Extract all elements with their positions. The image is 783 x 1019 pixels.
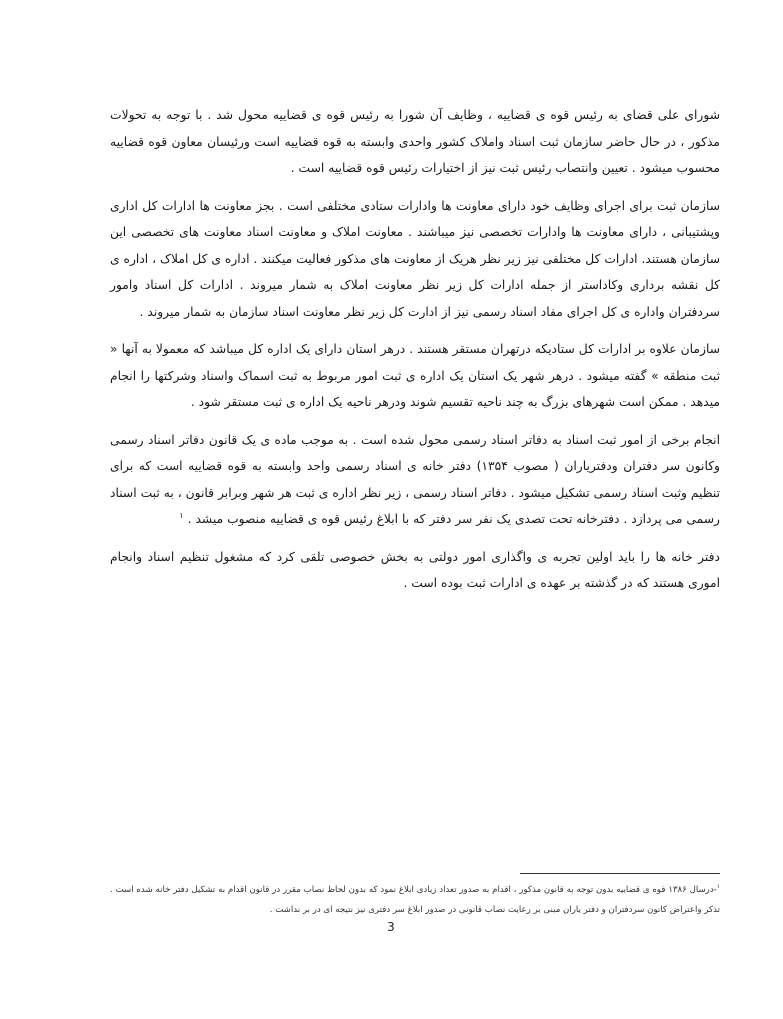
- footnote-mark: ۱: [716, 883, 720, 891]
- footnote-divider: [520, 873, 720, 874]
- footnote-text: -درسال ۱۳۸۶ قوه ی قضاییه بدون توجه به قانون مذکور ، اقدام به صدور تعداد زیادی ابلاغ نمود که بدون لحاظ نصاب مقرر در قانون اقدام به تشکیل دفتر خانه شده است . تذکر واعتراض کانون سردفتران و دفتر یاران مبنی بر رعایت نصاب قانونی در صدور ابلاغ سر دفتری نیز نتیجه ای در بر نداشت .: [110, 885, 720, 915]
- paragraph-4-text: انجام برخی از امور ثبت اسناد به دفاتر اسناد رسمی محول شده است . به موجب ماده ی یک قانون دفاتر اسناد رسمی وکانون سر دفتران ودفتریاران ( مصوب ۱۳۵۴) دفتر خانه ی اسناد رسمی واحد وابسته به قوه قضاییه است که برای تنظیم وثبت اسناد رسمی تشکیل میشود . دفاتر اسناد رسمی ، زیر نظر اداره ی ثبت هر شهر وبرابر قانون ، به ثبت اسناد رسمی می پردازد . دفترخانه تحت تصدی یک نفر سر دفتر که با ابلاغ رئیس قوه ی قضاییه منصوب میشد .: [110, 432, 720, 526]
- body-text: [110, 102, 720, 608]
- paragraph-2: سازمان ثبت برای اجرای وظایف خود دارای معاونت ها وادارات ستادی مختلفی است . بجز معاونت ها ادارات کل اداری وپشتیبانی ، دارای معاونت ها وادارات تخصصی نیز میباشند . معاونت املاک و معاونت اسناد معاونت های تخصصی این سازمان هستند. ادارات کل مختلفی نیز زیر نظر هریک از معاونت های مذکور فعالیت میکنند . اداره ی کل املاک ، اداره ی کل نقشه برداری وکاداستر از جمله ادارات کل زیر نظر معاونت املاک به شمار میروند . ادارات کل اسناد وامور سردفتران واداره ی کل اجرای مفاد اسناد رسمی نیز از ادارت کل زیر نظر معاونت اسناد سازمان به شمار میروند .: [110, 198, 720, 319]
- page-number: 3: [387, 920, 395, 934]
- paragraph-1: شورای علی قضای به رئیس قوه ی قضاییه ، وظایف آن شورا به رئیس قوه ی قضاییه محول شد . با توجه به تحولات مذکور ، در حال حاضر سازمان ثبت اسناد واملاک کشور واحدی وابسته به قوه قضاییه است ورئیسان معاون قوه قضاییه محسوب میشود . تعیین وانتصاب رئیس ثبت نیز از اختیارات رئیس قوه قضاییه است .: [110, 108, 720, 175]
- paragraph-4: [110, 427, 720, 533]
- footnote: [110, 880, 720, 920]
- paragraph-3: سازمان علاوه بر ادارات کل ستادیکه درتهران مستقر هستند . درهر استان دارای یک اداره کل میباشد که معمولا به آنها « ثبت منطقه » گفته میشود . درهر شهر یک استان یک اداره ی ثبت امور مربوط به ثبت اسماک واسناد وشرکتها را انجام میدهد . ممکن است شهرهای بزرگ به چند ناحیه تقسیم شوند ودرهر ناحیه یک اداره ی ثبت مستقر شود .: [110, 342, 720, 409]
- paragraph-5: دفتر خانه ها را باید اولین تجربه ی واگذاری امور دولتی به بخش خصوصی تلقی کرد که مشغول تنظیم اسناد وانجام اموری هستند که در گذشته بر عهده ی ادارات ثبت بوده است .: [110, 549, 720, 590]
- footnote-reference: ۱: [179, 510, 184, 520]
